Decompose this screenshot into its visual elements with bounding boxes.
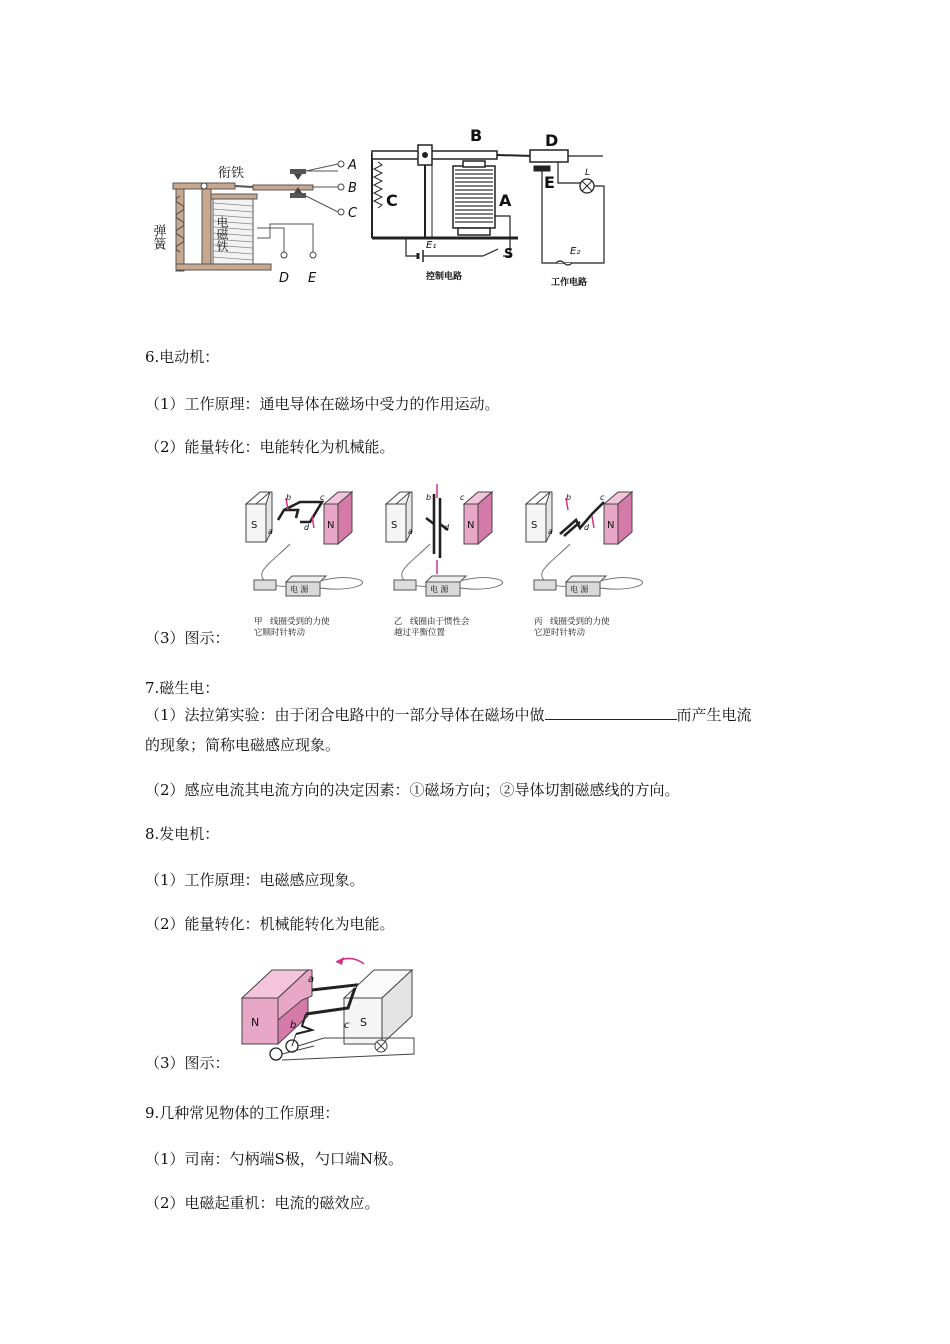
- motor-panel: [526, 492, 643, 638]
- motor-panel: [386, 484, 503, 638]
- svg-text:E: E: [544, 173, 555, 192]
- motor-power-label: 电 源: [430, 585, 449, 594]
- section-8-title: 8.发电机：: [145, 825, 220, 843]
- caption-key: 乙: [394, 617, 403, 627]
- coil-c-label: c: [460, 493, 465, 502]
- svg-text:E₂: E₂: [570, 246, 581, 257]
- svg-text:E₁: E₁: [426, 240, 437, 251]
- section-7-faraday-cont: 的现象；简称电磁感应现象。: [145, 736, 341, 754]
- section-6-title: 6.电动机：: [145, 348, 220, 366]
- section-6-energy: （2）能量转化：电能转化为机械能。: [145, 438, 395, 456]
- electromagnet-label: 电磁铁: [215, 216, 229, 252]
- caption-line-1: 线圈受到的力使: [550, 617, 610, 627]
- motor-s-label: S: [531, 520, 538, 531]
- section-9-compass: （1）司南：勺柄端S极，勺口端N极。: [145, 1150, 403, 1168]
- relay-left-diagram: [151, 158, 359, 286]
- svg-text:D: D: [545, 131, 559, 150]
- svg-text:c: c: [344, 1020, 350, 1031]
- caption-line-2: 它顺时针转动: [254, 628, 306, 638]
- coil-d-label: d: [304, 523, 310, 532]
- coil-d-label: d: [584, 523, 590, 532]
- motor-s-label: S: [251, 520, 258, 531]
- coil-b-label: b: [426, 493, 432, 502]
- armature-label: 衔铁: [218, 166, 245, 181]
- coil-a-label: a: [408, 527, 413, 536]
- motor-n-label: N: [607, 520, 615, 531]
- motor-figure: [240, 484, 640, 644]
- caption-key: 甲: [254, 617, 263, 627]
- motor-n-label: N: [327, 520, 335, 531]
- terminal-e-label: E: [308, 271, 317, 286]
- terminal-c-label: C: [348, 206, 358, 221]
- generator-figure: [236, 950, 436, 1068]
- coil-b-label: b: [286, 493, 292, 502]
- svg-text:a: a: [308, 974, 315, 985]
- section-7-title: 7.磁生电：: [145, 679, 220, 697]
- svg-text:C: C: [386, 191, 398, 210]
- caption-line-2: 越过平衡位置: [394, 628, 446, 638]
- caption-line-1: 线圈受到的力使: [270, 617, 330, 627]
- svg-text:A: A: [499, 191, 512, 210]
- svg-text:b: b: [290, 1020, 297, 1031]
- section-9-crane: （2）电磁起重机：电流的磁效应。: [145, 1194, 380, 1212]
- terminal-d-label: D: [279, 271, 290, 286]
- motor-n-label: N: [467, 520, 475, 531]
- svg-text:S: S: [504, 247, 514, 262]
- section-8-figure-label: （3）图示：: [145, 1054, 230, 1072]
- motor-s-label: S: [391, 520, 398, 531]
- svg-text:工作电路: 工作电路: [551, 278, 588, 288]
- svg-text:B: B: [470, 126, 483, 145]
- motor-power-label: 电 源: [570, 585, 589, 594]
- svg-text:控制电路: 控制电路: [426, 272, 463, 282]
- coil-c-label: c: [320, 493, 325, 502]
- section-7-faraday: （1）法拉第实验：由于闭合电路中的一部分导体在磁场中做 而产生电流: [145, 706, 752, 724]
- coil-a-label: a: [268, 527, 273, 536]
- spring-label: 弹簧: [150, 224, 166, 250]
- section-8-principle: （1）工作原理：电磁感应现象。: [145, 871, 365, 889]
- coil-d-label: d: [444, 523, 450, 532]
- section-7-direction: （2）感应电流其电流方向的决定因素：①磁场方向；②导体切割磁感线的方向。: [145, 781, 680, 799]
- caption-key: 丙: [534, 617, 543, 627]
- fill-in-blank[interactable]: [545, 705, 677, 720]
- caption-line-2: 它逆时针转动: [534, 628, 586, 638]
- motor-panel: [246, 492, 363, 638]
- terminal-a-label: A: [348, 158, 357, 173]
- section-6-figure-label: （3）图示：: [145, 629, 230, 647]
- terminal-b-label: B: [348, 181, 357, 196]
- section-6-principle: （1）工作原理：通电导体在磁场中受力的作用运动。: [145, 395, 500, 413]
- generator-n-label: N: [251, 1016, 260, 1029]
- coil-b-label: b: [566, 493, 572, 502]
- svg-text:L: L: [585, 168, 591, 178]
- coil-c-label: c: [600, 493, 605, 502]
- coil-a-label: a: [548, 527, 553, 536]
- section-9-title: 9.几种常见物体的工作原理：: [145, 1104, 340, 1122]
- caption-line-1: 线圈由于惯性会: [410, 617, 470, 627]
- motor-power-label: 电 源: [290, 585, 309, 594]
- relay-figure: [150, 126, 618, 300]
- section-8-energy: （2）能量转化：机械能转化为电能。: [145, 915, 395, 933]
- generator-s-label: S: [360, 1016, 367, 1029]
